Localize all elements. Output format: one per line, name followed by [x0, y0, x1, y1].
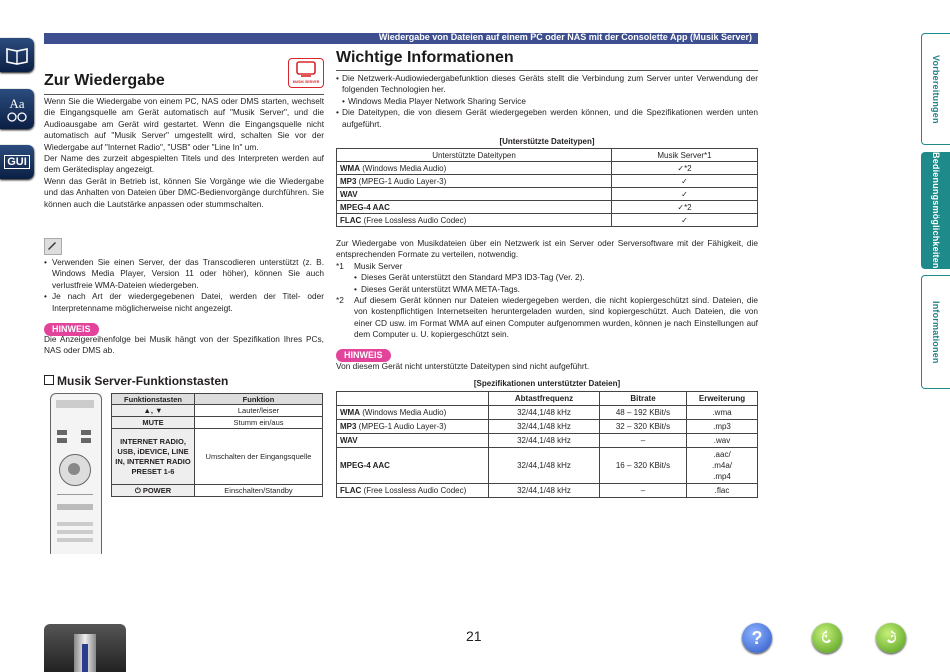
table-cell — [337, 162, 612, 175]
table-cell: INTERNET RADIO, USB, iDEVICE, LINE IN, INTERNET RADIO PRESET 1-6 — [112, 429, 195, 485]
tab-bedienungsmoeglichkeiten[interactable] — [921, 152, 950, 269]
format-name: WAV — [340, 189, 358, 199]
format-desc: (MPEG-1 Audio Layer-3) — [356, 176, 447, 186]
table-cell: ✓ — [612, 188, 758, 201]
table-cell: ✓ — [612, 175, 758, 188]
table-header: Funktionstasten — [112, 394, 195, 405]
forward-arrow-icon — [882, 629, 900, 647]
table-cell: 32/44,1/48 kHz — [489, 420, 600, 434]
format-desc: (Windows Media Audio) — [360, 163, 447, 173]
device-thumbnail — [44, 624, 126, 672]
table-cell: .aac/ .m4a/ .mp4 — [687, 448, 758, 484]
server-icon — [295, 61, 317, 77]
badge-label: MUSIK SERVER — [292, 80, 320, 84]
table-cell: MUTE — [112, 417, 195, 429]
table-cell — [337, 434, 489, 448]
table-cell — [337, 484, 489, 498]
footnote-mark: *2 — [336, 295, 344, 306]
forward-button[interactable] — [876, 623, 906, 653]
table-cell: .wav — [687, 434, 758, 448]
subsection-title — [44, 374, 324, 388]
table-header: Bitrate — [600, 392, 687, 406]
gui-icon-label: GUI — [4, 155, 30, 169]
footnote: Auf diesem Gerät können nur Dateien wiedergegeben werden, die nicht kopiergeschützt sind. Dateien, die von kostenpflichtigen Internetseiten heruntergeladen wurden, sind kopiergeschützt. Auch Dateien, die von einer CD usw. im Format WMA auf einen Computer aufgenommen wurden, können je nach Einstellungen auf dem Computer u. U. kopiergeschützt sein. — [354, 295, 758, 340]
table-cell — [337, 175, 612, 188]
table-cell: 16 – 320 KBit/s — [600, 448, 687, 484]
hinweis-badge: HINWEIS — [44, 323, 99, 336]
header-bar — [44, 33, 758, 44]
table-cell: 32/44,1/48 kHz — [489, 484, 600, 498]
hinweis-badge: HINWEIS — [336, 349, 391, 362]
aa-icon-label: Aa — [9, 96, 25, 111]
gui-icon[interactable] — [0, 145, 34, 179]
format-name: WMA — [340, 163, 360, 173]
bullet-text: Die Netzwerk-Audiowiedergabefunktion dieses Geräts stellt die Verbindung zum Server unter Verwendung der folgenden Technologien her. — [342, 73, 758, 95]
table-cell — [337, 214, 612, 227]
help-button[interactable] — [742, 623, 772, 653]
table-cell: 32/44,1/48 kHz — [489, 448, 600, 484]
table-header — [337, 392, 489, 406]
back-button[interactable] — [812, 623, 842, 653]
table-cell: – — [600, 484, 687, 498]
table-cell: ▲, ▼ — [112, 405, 195, 417]
tab-label: Vorbereitungen — [931, 54, 941, 124]
hinweis-text: Von diesem Gerät nicht unterstützte Dateitypen sind nicht aufgeführt. — [336, 361, 590, 371]
format-name: MPEG-4 AAC — [340, 461, 390, 470]
table-header: Abtastfrequenz — [489, 392, 600, 406]
page-number: 21 — [466, 628, 482, 644]
footnote-item: Dieses Gerät unterstützt WMA META-Tags. — [361, 283, 520, 294]
note-item: Verwenden Sie einen Server, der das Transcodieren unterstützt (z. B. Windows Media Player, Version 11 oder höher), können Sie auch verlustfreie WMA-Dateien wiedergeben. — [52, 257, 324, 290]
format-name: FLAC — [340, 215, 362, 225]
table-cell: Umschalten der Eingangsquelle — [195, 429, 323, 485]
table-header: Musik Server*1 — [612, 149, 758, 162]
table-cell: .wma — [687, 406, 758, 420]
table-cell: 48 – 192 KBit/s — [600, 406, 687, 420]
note-icon — [44, 238, 62, 255]
table-cell: ✓*2 — [612, 201, 758, 214]
format-name: WAV — [340, 436, 358, 445]
table-cell: 32/44,1/48 kHz — [489, 434, 600, 448]
table-header: Funktion — [195, 394, 323, 405]
paragraph: Wenn Sie die Wiedergabe von einem PC, NAS oder DMS starten, wechselt die Eingangsquelle am Gerät automatisch auf "Musik Server", und die Audioausgabe am Gerät wird gestartet. Wenn die Eingangsquelle nicht automatisch auf "Musik Server" umgestellt wird, schalten Sie vor der Wiedergabe auf "Internet Radio", "USB" oder "Line In" um. — [44, 96, 324, 152]
tab-label: Bedienungsmöglichkeiten — [931, 152, 941, 269]
table-caption: [Spezifikationen unterstützter Dateien] — [473, 379, 621, 388]
table-cell: 32 – 320 KBit/s — [600, 420, 687, 434]
table-cell — [337, 420, 489, 434]
table-cell — [337, 188, 612, 201]
tab-vorbereitungen[interactable] — [921, 33, 950, 145]
format-desc: (Free Lossless Audio Codec) — [361, 215, 467, 225]
checkbox-icon — [44, 375, 54, 385]
table-cell: Lauter/leiser — [195, 405, 323, 417]
subsection-title-text: Musik Server-Funktionstasten — [57, 374, 229, 388]
format-name: WMA — [340, 408, 360, 417]
aa-icon[interactable] — [0, 89, 34, 129]
table-header: Unterstützte Dateitypen — [337, 149, 612, 162]
tab-label: Informationen — [931, 300, 941, 364]
file-spec-table — [336, 391, 758, 498]
bullet-text: Windows Media Player Network Sharing Service — [348, 95, 526, 106]
table-cell: ✓ — [612, 214, 758, 227]
table-cell — [337, 201, 612, 214]
format-desc: (Windows Media Audio) — [360, 408, 447, 417]
format-name: MPEG-4 AAC — [340, 202, 390, 212]
table-header: Erweiterung — [687, 392, 758, 406]
paragraph: Wenn das Gerät in Betrieb ist, können Sie Vorgänge wie die Wiedergabe und das Anhalten von Dateien über DMC-Bedienvorgänge durchführen. Sie können auch die Lautstärke anpassen oder stummschalten. — [44, 175, 324, 209]
paragraph: Der Name des zurzeit abgespielten Titels und des Interpreten werden auf dem Gerätedisplay angezeigt. — [44, 153, 324, 175]
table-cell: Einschalten/Standby — [195, 485, 323, 497]
table-cell — [337, 406, 489, 420]
table-cell: Stumm ein/aus — [195, 417, 323, 429]
format-name: MP3 — [340, 422, 357, 431]
table-cell: .mp3 — [687, 420, 758, 434]
table-cell: 32/44,1/48 kHz — [489, 406, 600, 420]
musik-server-badge — [288, 58, 324, 88]
table-cell: ⏻ POWER — [112, 485, 195, 497]
remote-control-image — [50, 393, 102, 554]
bullet-text: Die Dateitypen, die von diesem Gerät wiedergegeben werden können, und die Spezifikationen werden unten aufgeführt. — [342, 107, 758, 129]
hinweis-text: Die Anzeigereihenfolge bei Musik hängt von der Spezifikation Ihres PCs, NAS oder DMS ab. — [44, 334, 324, 356]
table-caption: [Unterstützte Dateitypen] — [499, 137, 595, 146]
table-cell: ✓*2 — [612, 162, 758, 175]
format-name: FLAC — [340, 486, 362, 495]
format-name: MP3 — [340, 176, 357, 186]
book-icon[interactable] — [0, 38, 34, 72]
footnote-item: Dieses Gerät unterstützt den Standard MP3 ID3-Tag (Ver. 2). — [361, 272, 585, 283]
tab-informationen[interactable] — [921, 275, 950, 389]
table-cell — [337, 448, 489, 484]
function-keys-table — [111, 393, 323, 497]
help-icon: ? — [751, 627, 763, 648]
format-desc: (Free Lossless Audio Codec) — [361, 486, 467, 495]
table-cell: – — [600, 434, 687, 448]
table-cell: .flac — [687, 484, 758, 498]
section-title: Zur Wiedergabe — [44, 72, 165, 89]
supported-types-table — [336, 148, 758, 227]
header-text: Wiedergabe von Dateien auf einem PC oder NAS mit der Consolette App (Musik Server) — [378, 32, 752, 42]
footnote: Musik Server — [354, 260, 403, 271]
section-title: Wichtige Informationen — [336, 49, 514, 66]
footnote-mark: *1 — [336, 260, 344, 271]
format-desc: (MPEG-1 Audio Layer-3) — [356, 422, 447, 431]
paragraph: Zur Wiedergabe von Musikdateien über ein Netzwerk ist ein Server oder Serversoftware mit der Fähigkeit, die entsprechenden Formate zu verteilen, notwendig. — [336, 238, 758, 260]
back-arrow-icon — [818, 629, 836, 647]
note-item: Je nach Art der wiedergegebenen Datei, werden der Titel- oder Interpretenname möglicherweise nicht angezeigt. — [52, 291, 324, 313]
